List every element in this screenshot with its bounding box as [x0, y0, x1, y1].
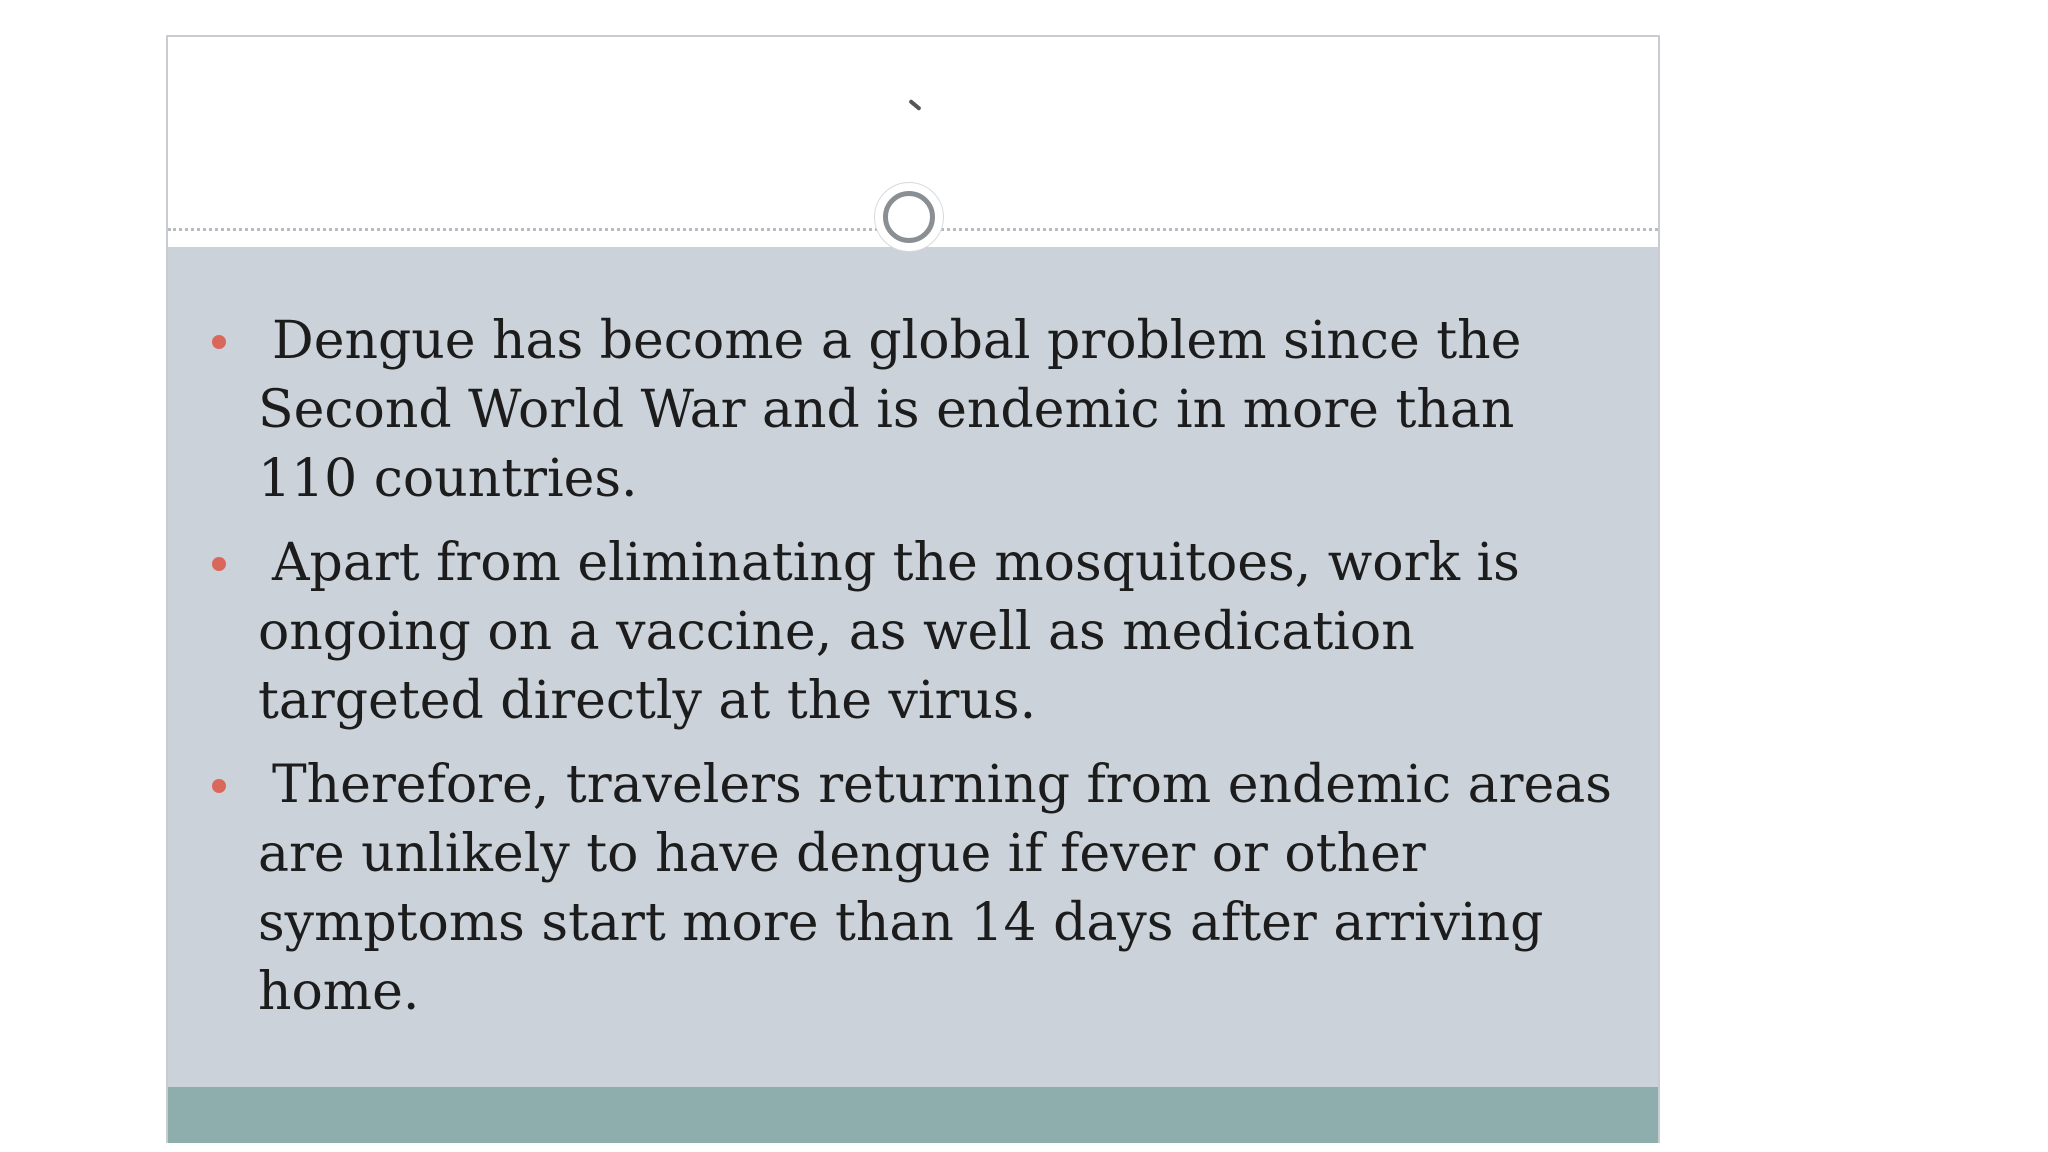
bullet-text: Apart from eliminating the mosquitoes, work is ongoing on a vaccine, as well as medication targeted directly at the virus. — [258, 533, 1520, 731]
bullet-dot-icon — [212, 779, 226, 793]
bullet-text: Therefore, travelers returning from endemic areas are unlikely to have dengue if fever or other symptoms start more than 14 days after arriving home. — [258, 755, 1612, 1022]
bullet-item — [258, 307, 1628, 514]
divider-ring-icon — [875, 183, 943, 251]
bullet-list — [258, 307, 1628, 1042]
bullet-item — [258, 529, 1628, 736]
cursor-mark — [908, 99, 921, 111]
bullet-text: Dengue has become a global problem since the Second World War and is endemic in more than 110 countries. — [258, 311, 1522, 509]
bullet-dot-icon — [212, 335, 226, 349]
bullet-dot-icon — [212, 557, 226, 571]
slide — [166, 35, 1660, 1143]
bullet-item — [258, 751, 1628, 1027]
slide-content-area — [168, 247, 1658, 1090]
footer-band — [168, 1087, 1658, 1143]
